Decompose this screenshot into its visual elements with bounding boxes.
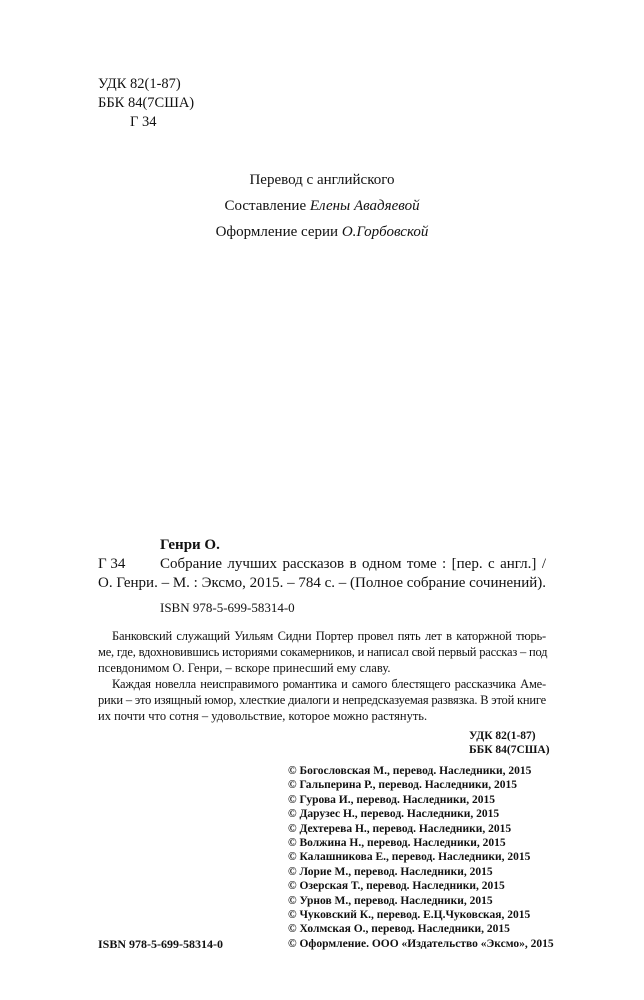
udk-code: УДК 82(1-87) — [98, 76, 181, 92]
compilation-name: Елены Авадяевой — [309, 198, 420, 214]
translation-note: Перевод с английского — [249, 172, 395, 188]
design-name: О.Горбовской — [341, 224, 429, 240]
design-credit — [0, 224, 644, 241]
compilation-credit — [0, 198, 644, 215]
copyright-line: © Дарузес Н., перевод. Наследники, 2015 — [288, 808, 500, 820]
annotation-line: Каждая новелла неисправимого романтика и самого блестящего рассказчика Аме- — [112, 677, 546, 691]
catalog-udk: УДК 82(1-87) — [469, 730, 536, 742]
copyright-line: © Оформление. ООО «Издательство «Эксмо», 2015 — [288, 938, 554, 950]
isbn-bottom: ISBN 978-5-699-58314-0 — [98, 937, 223, 951]
annotation-line: их почти что сотня – удовольствие, которое можно растянуть. — [98, 709, 428, 723]
annotation-line: рики – это изящный юмор, хлесткие диалоги и непредсказуемая развязка. В этой книге — [98, 693, 546, 707]
bbk-code: ББК 84(7США) — [98, 95, 195, 111]
copyright-line: © Богословская М., перевод. Наследники, 2015 — [288, 765, 532, 777]
catalog-title-line: Собрание лучших рассказов в одном томе : [пер. с англ.] / — [160, 556, 546, 572]
catalog-isbn: ISBN 978-5-699-58314-0 — [160, 600, 295, 615]
catalog-publication-line: О. Генри. – М. : Эксмо, 2015. – 784 с. – (Полное собрание сочинений). — [98, 575, 546, 591]
author-mark: Г 34 — [130, 114, 157, 130]
catalog-bbk: ББК 84(7США) — [469, 744, 550, 756]
copyright-line: © Лорие М., перевод. Наследники, 2015 — [288, 866, 493, 878]
annotation-line: ме, где, вдохновившись историями сокамерников, и написал свой первый рассказ – под — [98, 645, 548, 659]
catalog-author: Генри О. — [160, 537, 220, 553]
catalog-mark: Г 34 — [98, 556, 126, 572]
copyright-line: © Чуковский К., перевод. Е.Ц.Чуковская, 2015 — [288, 909, 531, 921]
copyright-line: © Урнов М., перевод. Наследники, 2015 — [288, 895, 493, 907]
design-prefix: Оформление серии — [215, 224, 342, 240]
copyright-line: © Волжина Н., перевод. Наследники, 2015 — [288, 837, 506, 849]
annotation-line: Банковский служащий Уильям Сидни Портер провел пять лет в каторжной тюрь- — [112, 629, 546, 643]
copyright-line: © Холмская О., перевод. Наследники, 2015 — [288, 923, 510, 935]
copyright-line: © Гурова И., перевод. Наследники, 2015 — [288, 794, 495, 806]
copyright-line: © Озерская Т., перевод. Наследники, 2015 — [288, 880, 505, 892]
copyright-line: © Калашникова Е., перевод. Наследники, 2015 — [288, 851, 531, 863]
copyright-line: © Гальперина Р., перевод. Наследники, 2015 — [288, 779, 517, 791]
annotation-line: псевдонимом О. Генри, – вскоре принесший ему славу. — [98, 661, 391, 675]
compilation-prefix: Составление — [224, 198, 310, 214]
copyright-line: © Дехтерева Н., перевод. Наследники, 2015 — [288, 823, 512, 835]
